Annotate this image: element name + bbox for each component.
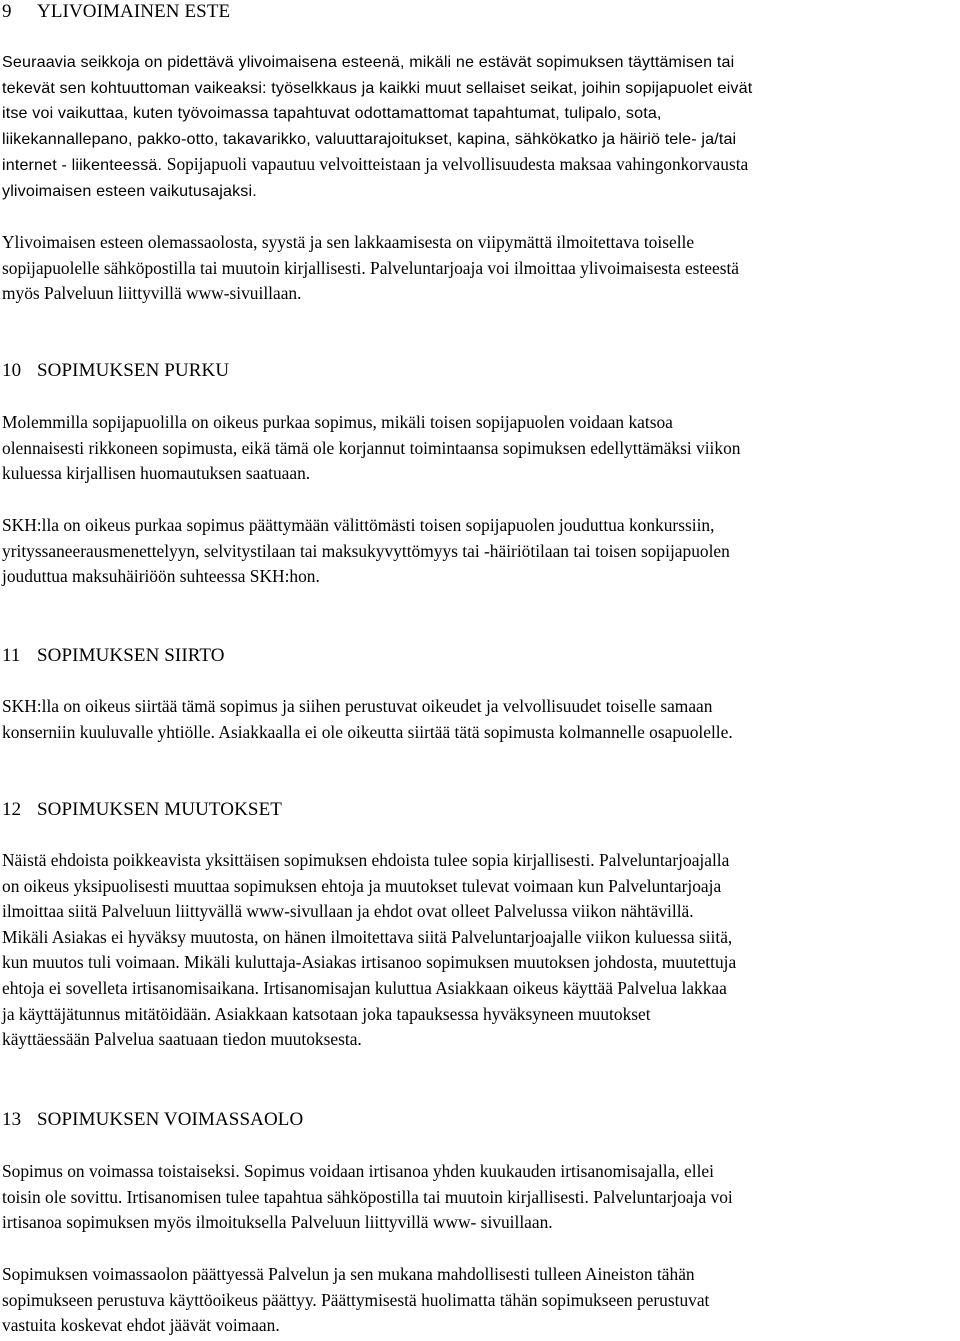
text-line: Näistä ehdoista poikkeavista yksittäisen sopimuksen ehdoista tulee sopia kirjallisesti. Palveluntarjoajalla — [2, 850, 730, 870]
text-line: ilmoittaa siitä Palveluun liittyvällä www-sivullaan ja ehdot ovat olleet Palvelussa viikon nähtävillä. — [2, 901, 694, 922]
text-line: vastuita koskevat ehdot jäävät voimaan. — [2, 1315, 280, 1336]
section-number: 10 — [2, 360, 22, 381]
text-line: Mikäli Asiakas ei hyväksy muutosta, on hänen ilmoitettava siitä Palveluntarjoajalle viikon kuluessa siitä, — [2, 926, 733, 947]
text-line: kuluessa kirjallisen huomautuksen saatuaan. — [2, 463, 311, 484]
text-line: sopimukseen perustuva käyttöoikeus päättyy. Päättymisestä huolimatta tähän sopimukseen perustuvat — [2, 1289, 710, 1310]
text-line: on oikeus yksipuolisesti muuttaa sopimuksen ehtoja ja muutokset tulevat voimaan kun Palveluntarjoaja — [2, 875, 722, 896]
text-line: toisin ole sovittu. Irtisanomisen tulee tapahtua sähköpostilla tai muutoin kirjallisesti. Palveluntarjoaja voi — [2, 1186, 733, 1207]
section-9-heading — [2, 0, 230, 24]
section-title: SOPIMUKSEN VOIMASSAOLO — [37, 1109, 304, 1130]
text-line: sopijapuolelle sähköpostilla tai muutoin kirjallisesti. Palveluntarjoaja voi ilmoittaa ylivoimaisesta esteestä — [2, 257, 740, 278]
text-line-mixed — [2, 152, 956, 179]
section-number: 12 — [2, 799, 22, 820]
section-number: 13 — [2, 1109, 22, 1130]
section-13-paragraph-2 — [2, 1262, 956, 1339]
text-line: olennaisesti rikkoneen sopimusta, eikä tämä ole korjannut toimintaansa sopimuksen edellyttämäksi viikon — [2, 437, 741, 458]
section-title: SOPIMUKSEN MUUTOKSET — [37, 799, 282, 820]
text-line: Ylivoimaisen esteen olemassaolosta, syystä ja sen lakkaamisesta on viipymättä ilmoitettava toiselle — [2, 232, 695, 252]
text-line: kun muutos tuli voimaan. Mikäli kuluttaja-Asiakas irtisanoo sopimuksen muutoksen johdosta, muutettuja — [2, 952, 737, 973]
text-line: liikekannallepano, pakko-otto, takavarikko, valuuttarajoitukset, kapina, sähkökatko ja häiriö tele- ja/tai — [2, 129, 737, 148]
section-11-paragraph-1 — [2, 694, 956, 745]
section-9-paragraph-1 — [2, 50, 956, 205]
text-line: konserniin kuuluvalle yhtiölle. Asiakkaalla ei ole oikeutta siirtää tätä sopimusta kolmannelle osapuolelle. — [2, 721, 733, 742]
section-title: SOPIMUKSEN PURKU — [37, 360, 230, 381]
text-line: ehtoja ei sovelleta irtisanomisaikana. Irtisanomisajan kuluttua Asiakkaan oikeus käyttää Palvelua lakkaa — [2, 977, 727, 998]
text-line: ja käyttäjätunnus mitätöidään. Asiakkaan katsotaan joka tapauksessa hyväksyneen muutokset — [2, 1003, 651, 1024]
text-line: ylivoimaisen esteen vaikutusajaksi. — [2, 181, 257, 200]
section-9-paragraph-2 — [2, 230, 956, 307]
section-11-heading — [2, 644, 225, 668]
section-title: SOPIMUKSEN SIIRTO — [37, 645, 225, 666]
text-segment: internet - liikenteessä. — [2, 156, 163, 175]
text-line: Sopimuksen voimassaolon päättyessä Palvelun ja sen mukana mahdollisesti tulleen Aineiston tähän — [2, 1264, 695, 1284]
section-title: YLIVOIMAINEN ESTE — [37, 1, 231, 22]
text-line: Sopimus on voimassa toistaiseksi. Sopimus voidaan irtisanoa yhden kuukauden irtisanomisajalla, ellei — [2, 1161, 714, 1181]
text-line: yrityssaneerausmenettelyyn, selvitystilaan tai maksukyvyttömyys tai -häiriötilaan tai toisen sopijapuolen — [2, 540, 730, 561]
section-13-heading — [2, 1108, 303, 1132]
text-line: irtisanoa sopimuksen myös ilmoituksella Palveluun liittyvillä www- sivuillaan. — [2, 1212, 553, 1233]
text-line: Seuraavia seikkoja on pidettävä ylivoimaisena esteenä, mikäli ne estävät sopimuksen täyttämisen tai — [2, 53, 735, 71]
section-12-paragraph-1 — [2, 848, 956, 1053]
text-line: SKH:lla on oikeus siirtää tämä sopimus ja siihen perustuvat oikeudet ja velvollisuudet toiselle samaan — [2, 696, 713, 716]
text-segment: Sopijapuoli vapautuu velvoitteistaan ja velvollisuudesta maksaa vahingonkorvausta — [166, 154, 749, 175]
section-10-paragraph-1 — [2, 410, 956, 487]
section-10-paragraph-2 — [2, 513, 956, 590]
text-line: SKH:lla on oikeus purkaa sopimus päättymään välittömästi toisen sopijapuolen jouduttua konkurssiin, — [2, 515, 715, 535]
text-line: käyttäessään Palvelua saatuaan tiedon muutoksesta. — [2, 1029, 362, 1050]
section-number: 11 — [2, 645, 21, 666]
text-line: myös Palveluun liittyvillä www-sivuillaan. — [2, 283, 302, 304]
section-13-paragraph-1 — [2, 1159, 956, 1236]
section-10-heading — [2, 359, 229, 383]
text-line: tekevät sen kohtuuttoman vaikeaksi: työselkkaus ja kaikki muut sellaiset seikat, joihin sopijapuolet eivät — [2, 78, 753, 97]
text-line: itse voi vaikuttaa, kuten työvoimassa tapahtuvat odottamattomat tapahtumat, tulipalo, sota, — [2, 104, 662, 123]
text-line: jouduttua maksuhäiriöön suhteessa SKH:hon. — [2, 566, 320, 587]
section-12-heading — [2, 798, 282, 822]
text-line: Molemmilla sopijapuolilla on oikeus purkaa sopimus, mikäli toisen sopijapuolen voidaan katsoa — [2, 412, 673, 432]
section-number: 9 — [2, 1, 12, 22]
